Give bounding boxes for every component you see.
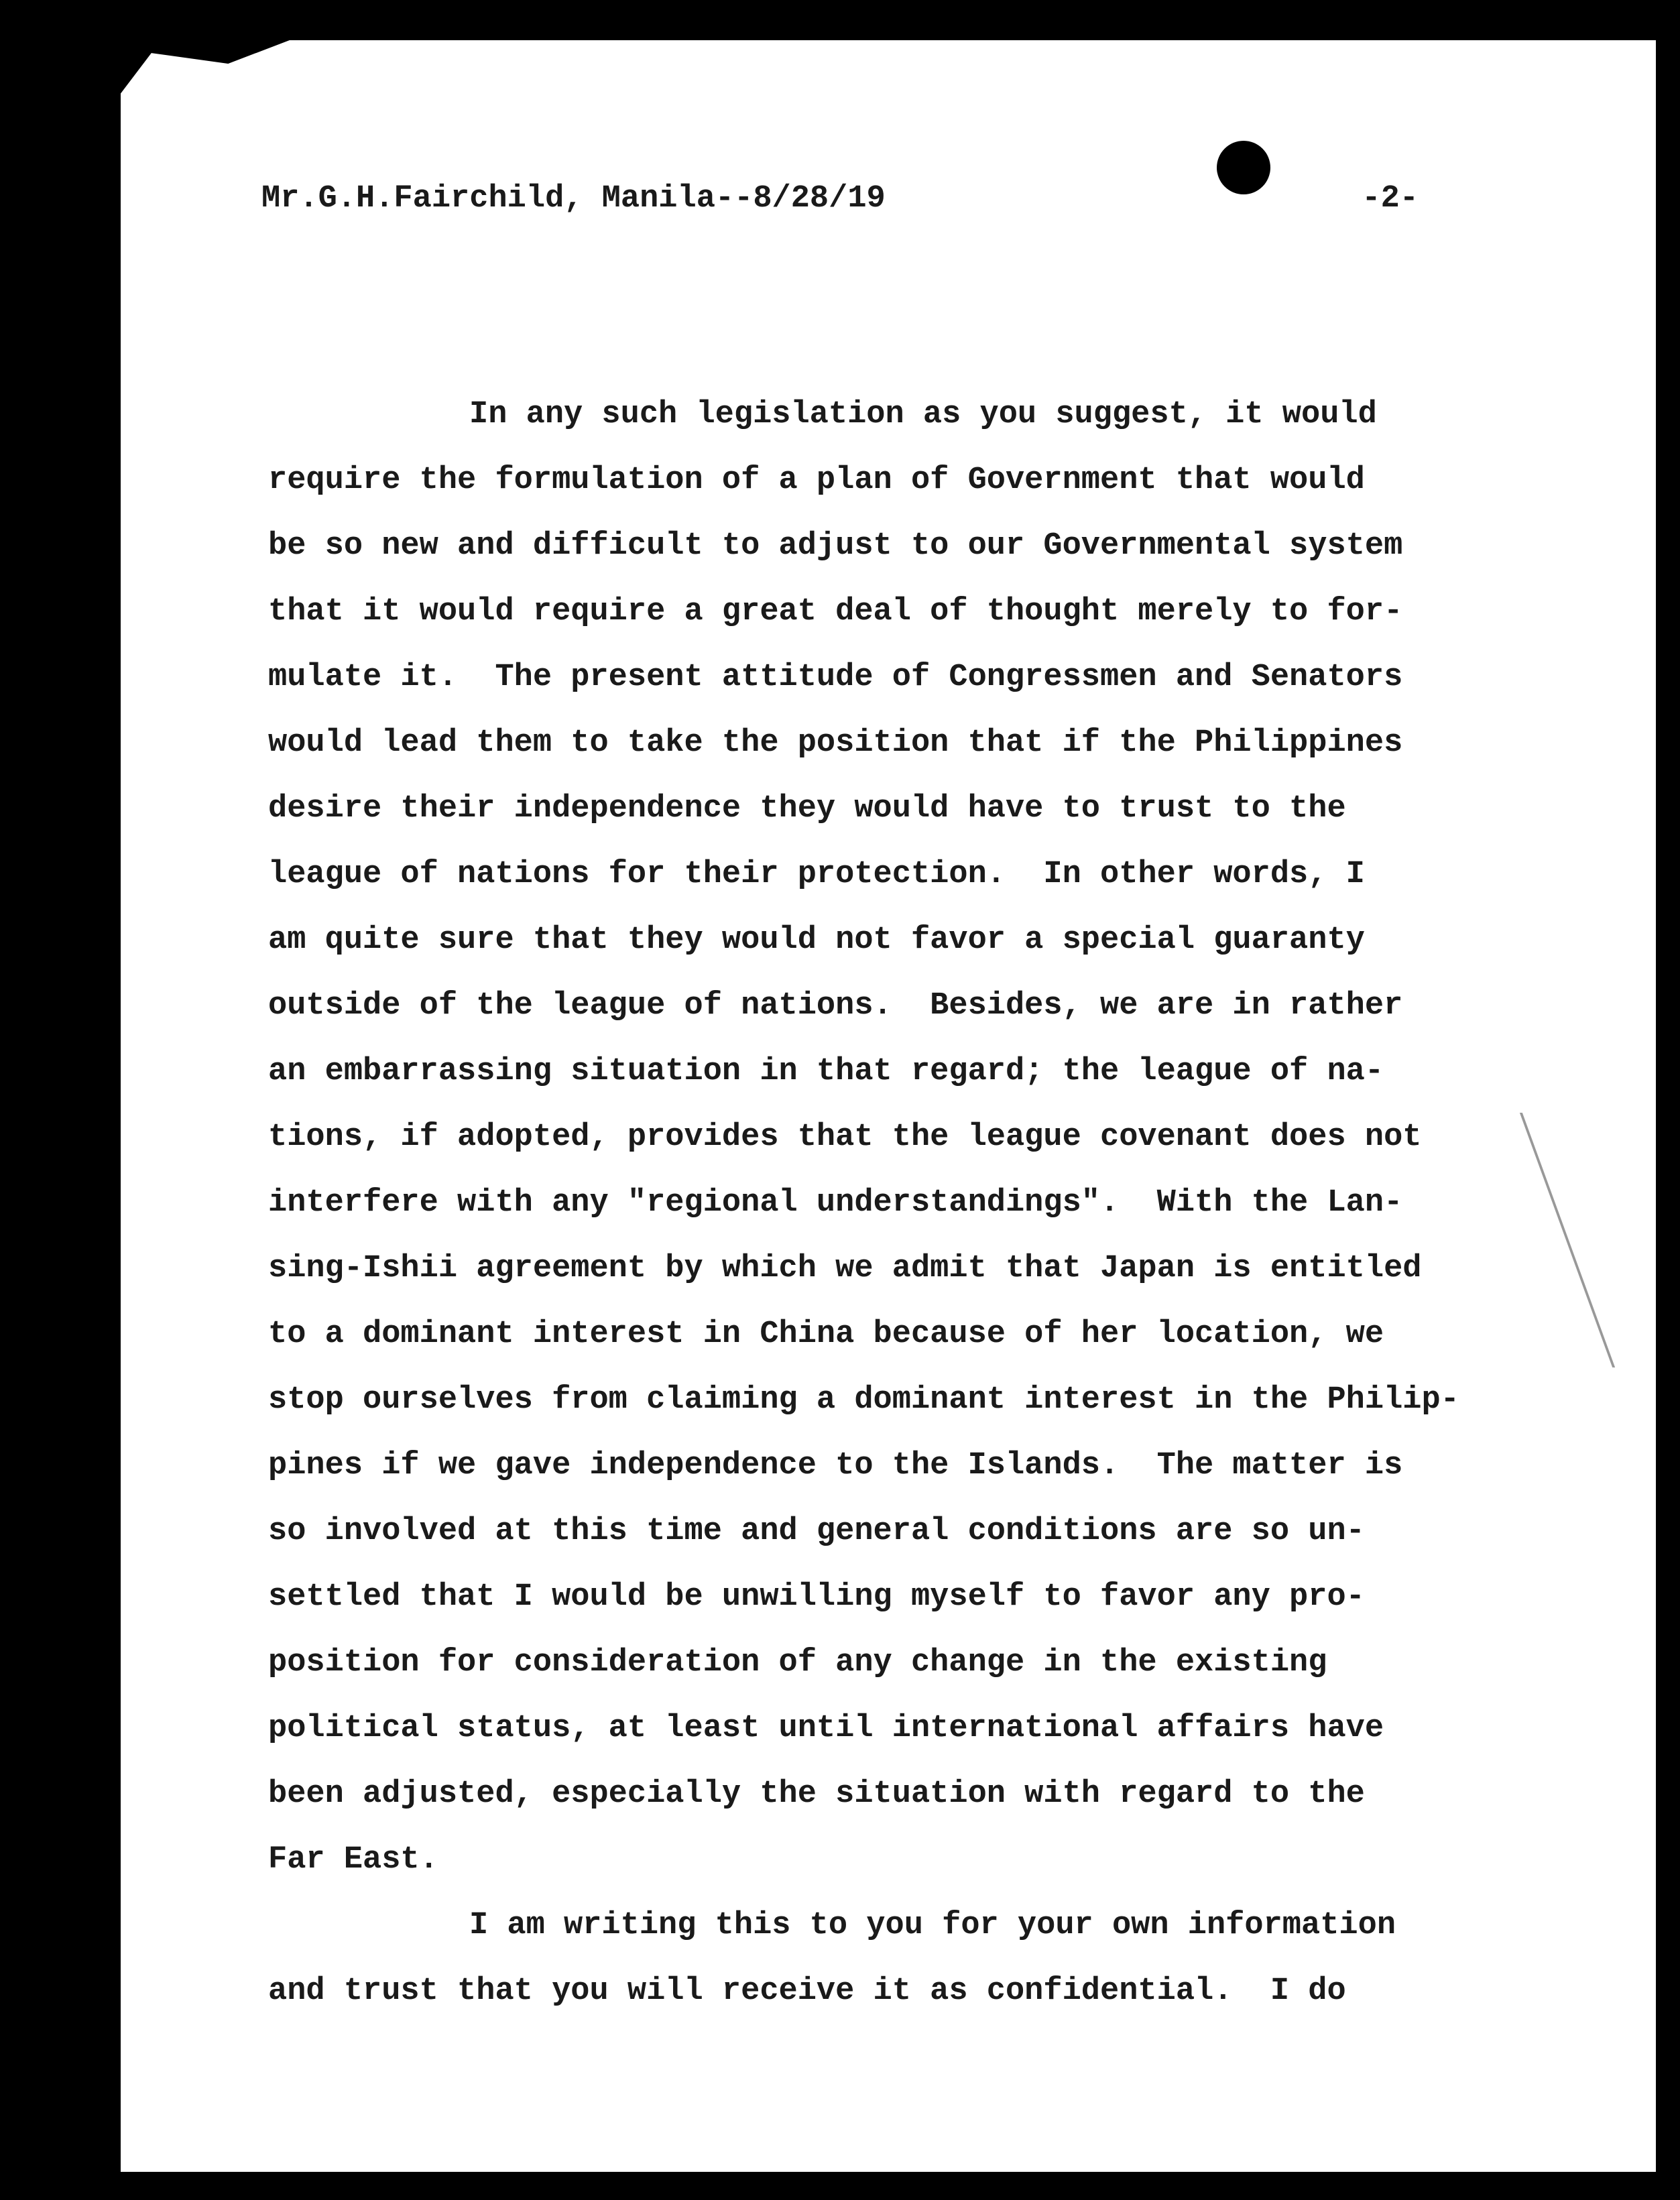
text-line: an embarrassing situation in that regard; the league of na- <box>268 1054 1384 1089</box>
text-line: Far East. <box>268 1842 438 1878</box>
text-line: outside of the league of nations. Besides, we are in rather <box>268 988 1403 1024</box>
text-line: pines if we gave independence to the Islands. The matter is <box>268 1448 1403 1483</box>
text-line: and trust that you will receive it as confidential. I do <box>268 1973 1346 2009</box>
text-line: tions, if adopted, provides that the league covenant does not <box>268 1119 1422 1155</box>
text-line: In any such legislation as you suggest, it would <box>469 397 1377 432</box>
text-line: political status, at least until international affairs have <box>268 1711 1384 1746</box>
text-line: mulate it. The present attitude of Congressmen and Senators <box>268 660 1403 695</box>
text-line: would lead them to take the position that if the Philippines <box>268 725 1403 761</box>
page-edge-crease <box>1520 1113 1680 1367</box>
text-line: so involved at this time and general conditions are so un- <box>268 1514 1365 1549</box>
text-line: require the formulation of a plan of Government that would <box>268 463 1365 498</box>
header-recipient-date: Mr.G.H.Fairchild, Manila--8/28/19 <box>261 181 886 217</box>
letter-header <box>261 181 1419 217</box>
text-line: been adjusted, especially the situation with regard to the <box>268 1776 1365 1812</box>
text-line: am quite sure that they would not favor a special guaranty <box>268 922 1365 958</box>
text-line: interfere with any "regional understandings". With the Lan- <box>268 1185 1403 1221</box>
text-line: stop ourselves from claiming a dominant interest in the Philip- <box>268 1382 1459 1418</box>
text-line: be so new and difficult to adjust to our Governmental system <box>268 528 1403 564</box>
text-line: desire their independence they would have to trust to the <box>268 791 1346 827</box>
text-line: settled that I would be unwilling myself to favor any pro- <box>268 1579 1365 1615</box>
text-line: to a dominant interest in China because of her location, we <box>268 1317 1384 1352</box>
page-number: -2- <box>1362 181 1419 217</box>
letter-body <box>268 382 1522 2024</box>
text-line: I am writing this to you for your own information <box>469 1908 1396 1943</box>
text-line: position for consideration of any change in the existing <box>268 1645 1327 1680</box>
text-line: sing-Ishii agreement by which we admit that Japan is entitled <box>268 1251 1422 1286</box>
text-line: that it would require a great deal of thought merely to for- <box>268 594 1403 629</box>
text-line: league of nations for their protection. In other words, I <box>268 857 1365 892</box>
